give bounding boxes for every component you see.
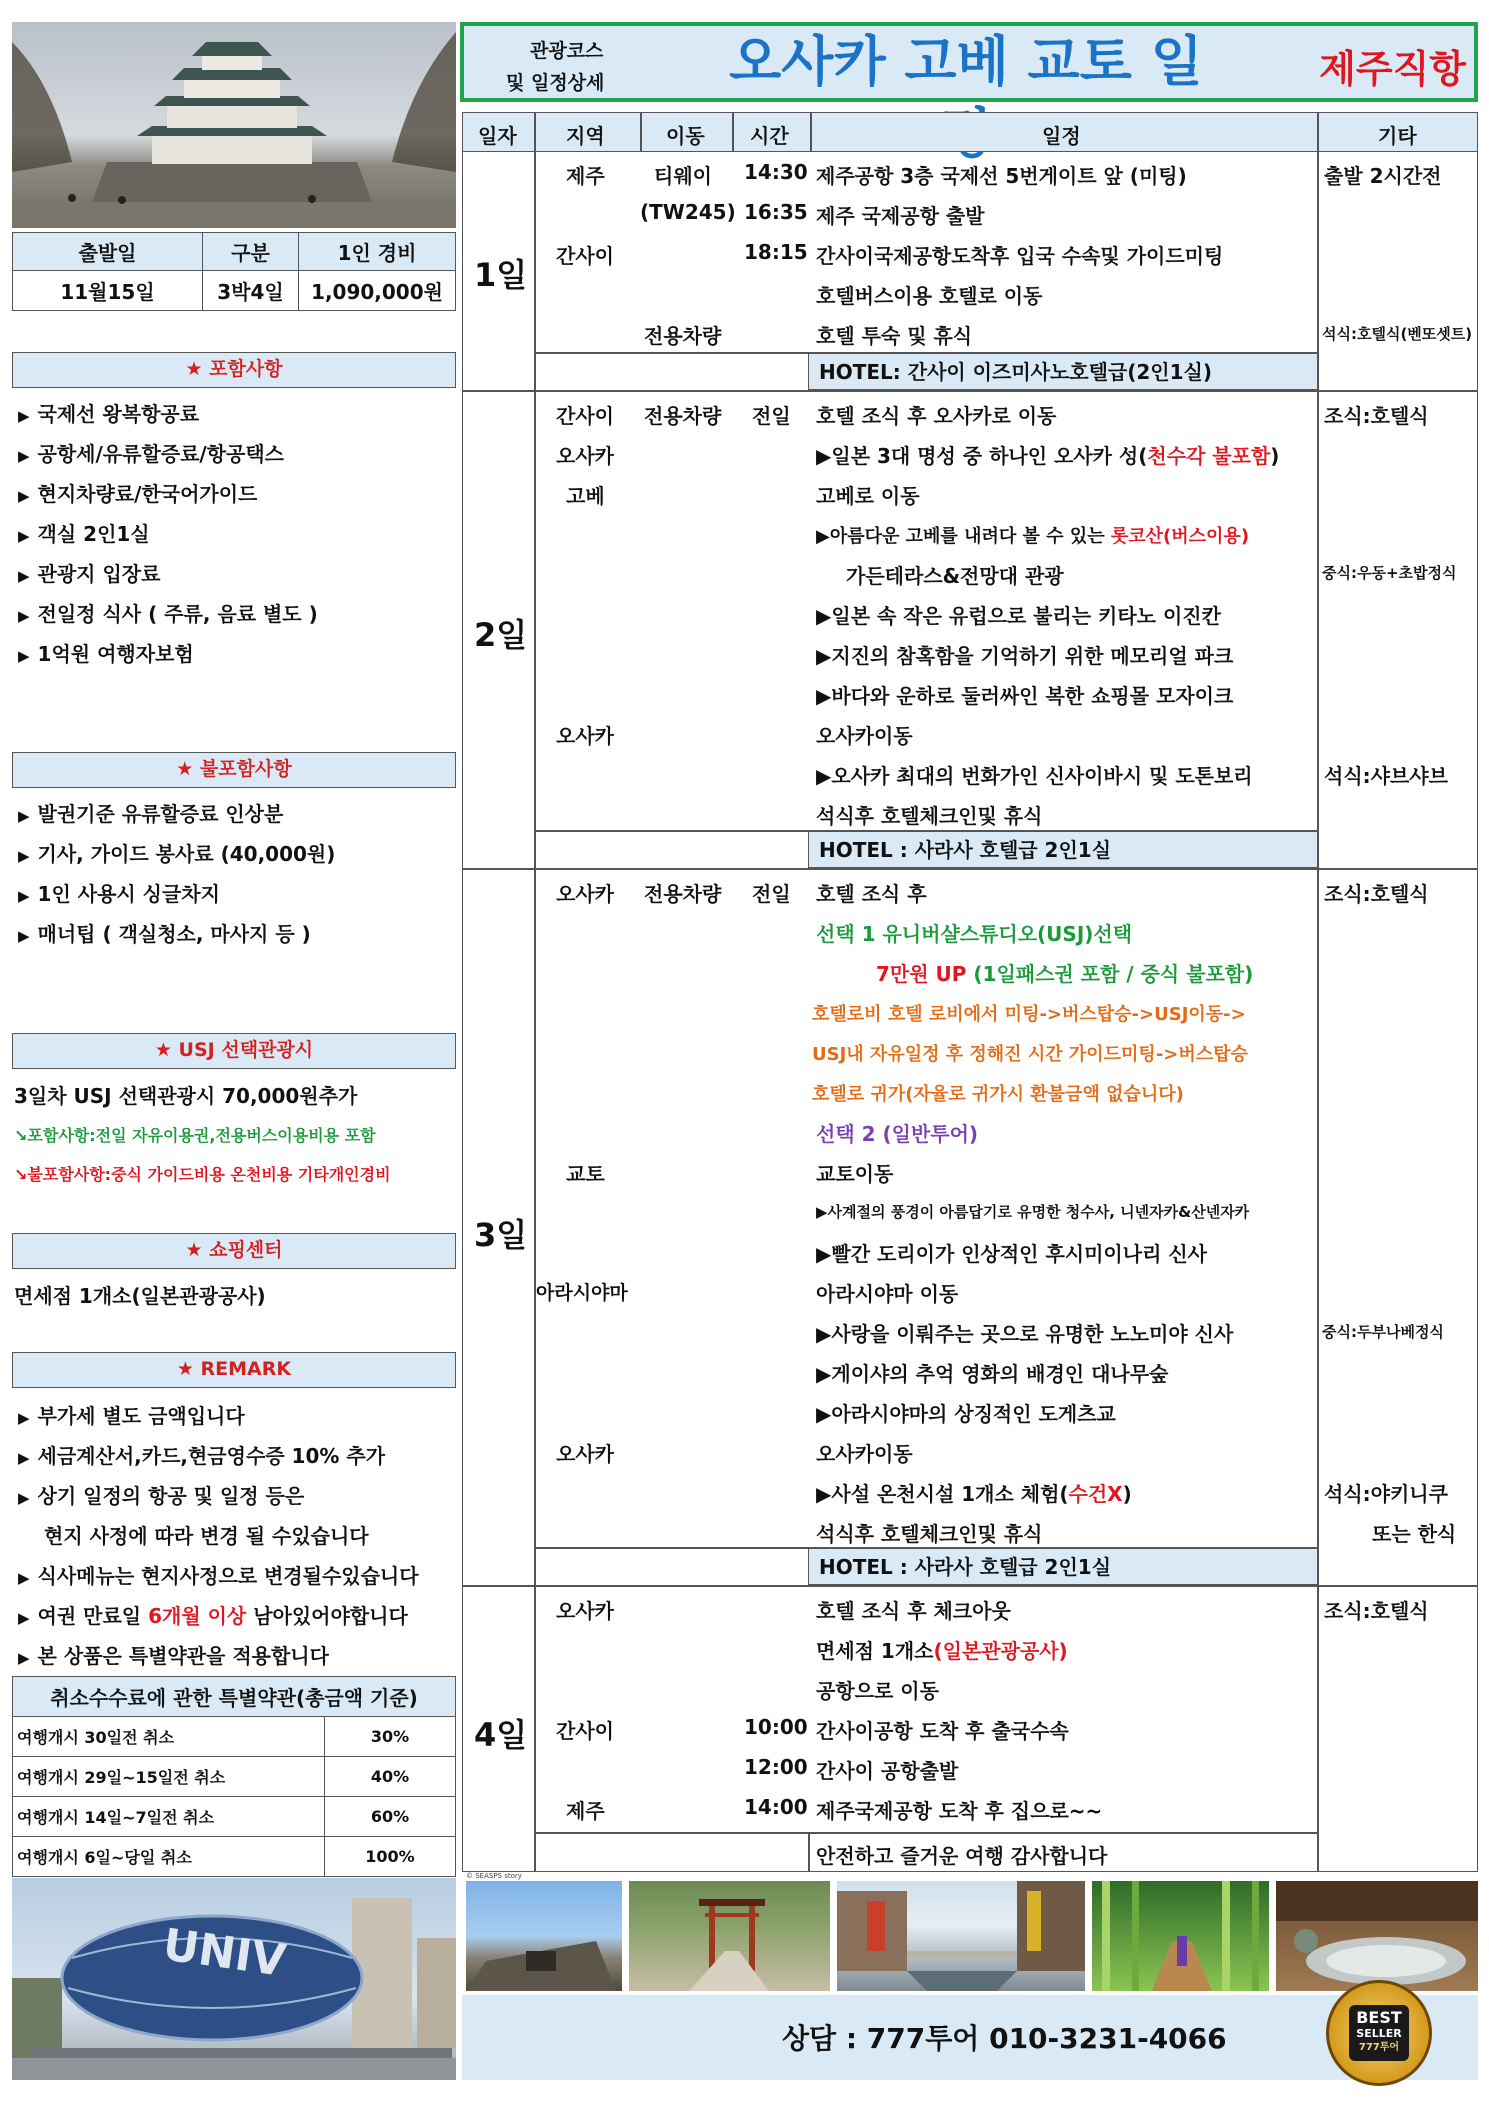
col-region-header: 지역 [566,124,605,148]
plan-line: ▶사계절의 풍경이 아름답기로 유명한 청수사, 니넨자카&산넨자카 [816,1203,1250,1221]
meal-note: 중식:두부나베정식 [1322,1323,1444,1341]
bamboo-forest-photo [1092,1881,1269,1991]
list-item: ▶ 식사메뉴는 현지사정으로 변경될수있습니다 [18,1564,419,1588]
time: 전일 [752,882,791,906]
plan-line: 호텔버스이용 호텔로 이동 [816,284,1043,308]
region: 오사카 [556,724,614,748]
day-2-hotel: HOTEL : 사라사 호텔급 2인1실 [808,830,1318,868]
meal-note: 조식:호텔식 [1324,1599,1429,1623]
memorial-park-photo [466,1881,622,1991]
cancel-row-label: 여행개시 14일~7일전 취소 [13,1797,325,1837]
plan-line: 간사이 공항출발 [816,1759,959,1783]
cancellation-fee-title: 취소수수료에 관한 특별약관(총금액 기준) [13,1677,456,1717]
plan-line: ▶일본 속 작은 유럽으로 불리는 키타노 이진칸 [816,604,1221,628]
cancel-row-label: 여행개시 30일전 취소 [13,1717,325,1757]
list-item-continued: 현지 사정에 따라 변경 될 수있습니다 [44,1524,369,1548]
transport: 티웨이 [654,164,712,188]
time: 전일 [752,404,791,428]
col-plan-header: 일정 [1042,124,1081,148]
excluded-heading: ★ 불포함사항 [12,752,456,788]
plan-line: 호텔 투숙 및 휴식 [816,324,973,348]
cancel-row-value: 30% [325,1717,456,1757]
day-1-label: 1일 [474,256,528,294]
page-title: 오사카 고베 교토 일 [729,30,1203,93]
plan-line: 간사이공항 도착 후 출국수속 [816,1719,1069,1743]
plan-line: ▶일본 3대 명성 중 하나인 오사카 성(천수각 불포함) [816,444,1280,468]
col-etc-header: 기타 [1378,124,1417,148]
usj-included-note: ↘포함사항:전일 자유이용권,전용버스이용비용 포함 [14,1126,376,1145]
fushimi-inari-photo [629,1881,830,1991]
col-time-header: 시간 [750,124,789,148]
meal-note: 중식:우동+초밥정식 [1322,564,1457,582]
meal-note: 또는 한식 [1372,1522,1457,1546]
plan-line: 제주국제공항 도착 후 집으로~~ [816,1799,1103,1823]
list-item: ▶ 여권 만료일 6개월 이상 남아있어야합니다 [18,1604,408,1628]
region: 간사이 [556,1719,614,1743]
meal-note: 조식:호텔식 [1324,882,1429,906]
plan-line: 호텔 조식 후 오사카로 이동 [816,404,1057,428]
day-2-label: 2일 [474,616,528,654]
region: 오사카 [556,444,614,468]
plan-line: 가든테라스&전망대 관광 [846,564,1064,588]
plan-line: 고베로 이동 [816,484,920,508]
plan-line: ▶게이샤의 추억 영화의 배경인 대나무숲 [816,1362,1169,1386]
region: 고베 [566,484,605,508]
trip-info-table [12,232,456,311]
region: 오사카 [556,1442,614,1466]
plan-line: 호텔 조식 후 체크아웃 [816,1599,1011,1623]
transport: 전용차량 [644,404,722,428]
list-item: ▶ 세금계산서,카드,현금영수증 10% 추가 [18,1444,386,1468]
closing-message: 안전하고 즐거운 여행 감사합니다 [816,1844,1108,1868]
plan-line: ▶바다와 운하로 둘러싸인 복한 쇼핑몰 모자이크 [816,684,1234,708]
plan-line: ▶아름다운 고베를 내려다 볼 수 있는 롯코산(버스이용) [816,526,1250,547]
list-item: ▶ 매너팁 ( 객실청소, 마사지 등 ) [18,922,311,946]
list-item: ▶ 기사, 가이드 봉사료 (40,000원) [18,842,336,866]
plan-line: 호텔 조식 후 [816,882,927,906]
region: 간사이 [556,244,614,268]
price-value: 1,090,000원 [299,271,456,311]
plan-line: ▶아라시야마의 상징적인 도게츠교 [816,1402,1116,1426]
time: 12:00 [744,1755,808,1779]
list-item: ▶ 발권기준 유류할증료 인상분 [18,802,284,826]
day-3-hotel: HOTEL : 사라사 호텔급 2인1실 [808,1547,1318,1585]
usj-option-heading: ★ USJ 선택관광시 [12,1033,456,1069]
universal-sign-text: UNIV [159,1919,289,1987]
list-item: ▶ 객실 2인1실 [18,522,150,546]
type-header: 구분 [203,233,299,271]
course-label-line2: 및 일정상세 [506,72,605,94]
passport-validity: 6개월 이상 [148,1604,247,1628]
included-heading: ★ 포함사항 [12,352,456,388]
region: 교토 [566,1162,605,1186]
departure-date-header: 출발일 [13,233,203,271]
badge-inner [1349,2005,1409,2061]
cancellation-fee-table [12,1676,456,1877]
plan-line: 공항으로 이동 [816,1679,939,1703]
list-item: ▶ 현지차량료/한국어가이드 [18,482,258,506]
cancel-row-value: 60% [325,1797,456,1837]
list-item: ▶ 본 상품은 특별약관을 적용합니다 [18,1644,329,1668]
col-transport-header: 이동 [666,124,705,148]
list-item: ▶ 관광지 입장료 [18,562,161,586]
option-2-general-tour: 선택 2 (일반투어) [816,1122,979,1146]
usj-globe-photo [12,1878,456,2080]
plan-line: ▶사랑을 이뤄주는 곳으로 유명한 노노미야 신사 [816,1322,1234,1346]
photo-credit: © SEASPS story [466,1872,522,1880]
region: 오사카 [556,1599,614,1623]
day-4-label: 4일 [474,1716,528,1754]
region: 오사카 [556,882,614,906]
transport: (TW245) [640,200,736,224]
departure-date-value: 11월15일 [13,271,203,311]
plan-line: 아라시야마 이동 [816,1282,959,1306]
dotonbori-photo [837,1881,1085,1991]
badge-seller: SELLER [1356,2027,1402,2040]
list-item: ▶ 1억원 여행자보험 [18,642,194,666]
usj-extra-fee: 3일차 USJ 선택관광시 70,000원추가 [14,1084,358,1108]
time: 18:15 [744,240,808,264]
transport: 전용차량 [644,324,722,348]
onsen-photo [1276,1881,1478,1991]
plan-line: ▶빨간 도리이가 인상적인 후시미이나리 신사 [816,1242,1207,1266]
meal-note: 조식:호텔식 [1324,404,1429,428]
region: 제주 [566,164,605,188]
time: 14:30 [744,160,808,184]
region: 아라시야마 [536,1282,628,1304]
option-1-usj: 선택 1 유니버샬스튜디오(USJ)선택 [816,922,1133,946]
usj-excluded-note: ↘불포함사항:중식 가이드비용 온천비용 기타개인경비 [14,1165,391,1184]
time: 16:35 [744,200,808,224]
price-header: 1인 경비 [299,233,456,271]
meal-note: 석식:야키니쿠 [1324,1482,1448,1506]
contact-info[interactable]: 상담 : 777투어 010-3231-4066 [782,2022,1227,2055]
list-item: ▶ 전일정 식사 ( 주류, 음료 별도 ) [18,602,318,626]
plan-line: ▶사설 온천시설 1개소 체험(수건X) [816,1482,1132,1506]
course-label-line1: 관광코스 [530,40,604,62]
list-item: ▶ 1인 사용시 싱글차지 [18,882,220,906]
plan-line: 오사카이동 [816,724,913,748]
cancel-row-value: 40% [325,1757,456,1797]
list-item: ▶ 국제선 왕복항공료 [18,402,200,426]
title-banner [460,22,1478,102]
badge-brand: 777투어 [1358,2042,1400,2053]
plan-line: 제주 국제공항 출발 [816,204,985,228]
plan-line: USJ내 자유일정 후 정해진 시간 가이드미팅->버스탑승 [812,1044,1248,1065]
time: 14:00 [744,1795,808,1819]
time: 10:00 [744,1715,808,1739]
plan-line: 교토이동 [816,1162,894,1186]
badge-best: BEST [1356,2008,1402,2027]
etc-note: 출발 2시간전 [1324,164,1442,188]
plan-line: 간사이국제공항도착후 입국 수속및 가이드미팅 [816,244,1224,268]
region: 간사이 [556,404,614,428]
osaka-castle-photo [12,22,456,228]
plan-line: 호텔로 귀가(자율로 귀가시 환불금액 없습니다) [812,1084,1184,1105]
plan-line: 면세점 1개소(일본관광공사) [816,1639,1068,1663]
region: 제주 [566,1799,605,1823]
option-1-price: 7만원 UP (1일패스권 포함 / 중식 불포함) [876,962,1254,986]
cancel-row-label: 여행개시 29일~15일전 취소 [13,1757,325,1797]
plan-line: ▶지진의 참혹함을 기억하기 위한 메모리얼 파크 [816,644,1234,668]
transport: 전용차량 [644,882,722,906]
best-seller-badge [1326,1980,1432,2086]
list-item: ▶ 공항세/유류할증료/항공택스 [18,442,284,466]
remark-heading: ★ REMARK [12,1352,456,1388]
list-item: ▶ 상기 일정의 항공 및 일정 등은 [18,1484,305,1508]
meal-note: 석식:샤브샤브 [1324,764,1448,788]
cancel-row-value: 100% [325,1837,456,1877]
plan-line: 석식후 호텔체크인및 휴식 [816,804,1043,828]
day-3-label: 3일 [474,1216,528,1254]
cancel-row-label: 여행개시 6일~당일 취소 [13,1837,325,1877]
plan-line: 오사카이동 [816,1442,913,1466]
type-value: 3박4일 [203,271,299,311]
plan-line: 호텔로비 호텔 로비에서 미팅->버스탑승->USJ이동-> [812,1004,1246,1025]
col-day-header: 일자 [478,124,517,148]
shopping-duty-free: 면세점 1개소(일본관광공사) [14,1284,266,1308]
meal-note: 석식:호텔식(벤또셋트) [1322,325,1473,343]
direct-flight-badge: 제주직항 [1319,47,1466,91]
plan-line: ▶오사카 최대의 번화가인 신사이바시 및 도톤보리 [816,764,1253,788]
day-1-hotel: HOTEL: 간사이 이즈미사노호텔급(2인1실) [808,352,1318,390]
plan-line: 석식후 호텔체크인및 휴식 [816,1522,1043,1546]
shopping-heading: ★ 쇼핑센터 [12,1233,456,1269]
plan-line: 제주공항 3층 국제선 5번게이트 앞 (미팅) [816,164,1187,188]
list-item: ▶ 부가세 별도 금액입니다 [18,1404,245,1428]
